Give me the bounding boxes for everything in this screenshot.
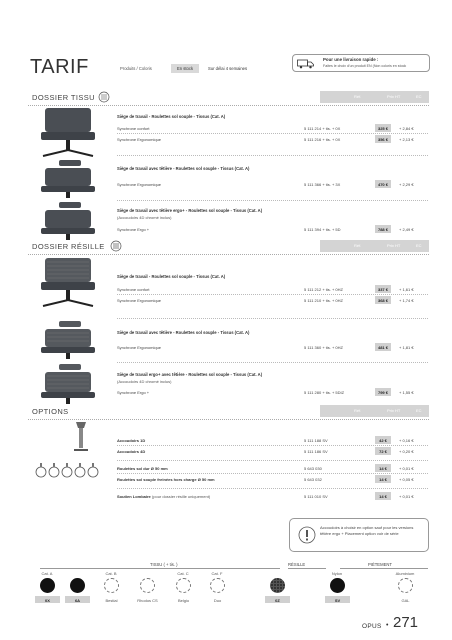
price-row	[117, 225, 428, 234]
mesh-icon	[110, 240, 122, 252]
row-price: 470 €	[375, 180, 391, 188]
section-header-options	[28, 405, 429, 417]
option-label: Accoudoirs 4D	[117, 449, 146, 454]
option-note: (pour dossier résille uniquement)	[151, 494, 211, 499]
info-icon	[298, 526, 316, 544]
row-ref: 5 111 360 + tis. + 0HZ	[304, 345, 343, 350]
section-header-resille	[28, 240, 429, 252]
swatch-group-resille: RÉSILLE	[288, 562, 306, 567]
row-ref: 5 111 216 + tis. + 0X	[304, 137, 341, 142]
option-label: Accoudoirs 1D	[117, 438, 146, 443]
swatch-code: GAL	[401, 597, 410, 603]
row-label: Synchrone Ergonomique	[117, 298, 162, 303]
chair-image	[37, 160, 103, 198]
row-ref: 5 111 280 + tis. + 5DIZ	[304, 390, 345, 395]
price-row	[117, 285, 428, 294]
swatch-code: SV	[325, 596, 350, 603]
col-ref: Réf.	[354, 408, 362, 413]
swatch-code: 0Z	[265, 596, 290, 603]
swatch-category: Cat. A	[41, 571, 53, 576]
casters-image	[34, 462, 100, 480]
page-header	[28, 54, 428, 78]
row-ref: 5 111 210 + tis. + 0HZ	[304, 298, 343, 303]
row-price: 788 €	[375, 225, 391, 233]
option-row	[117, 475, 428, 484]
price-row	[117, 343, 428, 352]
option-eco: + 0,05 €	[399, 477, 414, 482]
row-label: Synchrone Ergonomique	[117, 182, 162, 187]
option-label: Roulettes sol dur Ø 50 mm	[117, 466, 168, 471]
col-price: Prix HT	[387, 94, 401, 99]
row-price: 368 €	[375, 296, 391, 304]
option-ref: 5 111 186 SV	[304, 449, 328, 454]
option-price: 72 €	[375, 447, 391, 455]
price-row	[117, 180, 428, 189]
row-label: Synchrone Ergonomique	[117, 137, 162, 142]
col-price: Prix HT	[387, 243, 401, 248]
product-subtitle: (Accoudoirs 4D chromé inclus)	[117, 215, 172, 220]
option-price: 42 €	[375, 436, 391, 444]
option-price: 14 €	[375, 492, 391, 500]
option-eco: + 0,01 €	[399, 494, 414, 499]
option-ref: 5 111 010 SV	[304, 494, 328, 499]
chair-image	[37, 106, 103, 162]
col-ref: Réf.	[354, 243, 362, 248]
option-eco: + 0,16 €	[399, 438, 414, 443]
row-eco: + 2,13 €	[399, 137, 414, 142]
row-eco: + 2,49 €	[399, 227, 414, 232]
row-eco: + 2,84 €	[399, 126, 414, 131]
mesh-chair-image	[37, 364, 103, 404]
brand-name: OPUS	[362, 623, 382, 630]
option-ref: 5 643 030	[304, 466, 322, 471]
option-row	[117, 447, 428, 456]
row-ref: 5 111 214 + tis. + 0X	[304, 126, 341, 131]
column-headers	[320, 91, 429, 103]
color-swatch	[40, 578, 55, 593]
row-label: Synchrone confort	[117, 287, 150, 292]
row-price: 481 €	[375, 343, 391, 351]
armrest-note-box	[289, 518, 429, 552]
price-row	[117, 124, 428, 133]
section-title: DOSSIER RÉSILLE	[32, 242, 105, 251]
swatch-category: Aluminium	[395, 571, 415, 576]
column-headers	[320, 240, 429, 252]
row-label: Synchrone Ergo +	[117, 227, 150, 232]
row-price: 356 €	[375, 135, 391, 143]
fabric-icon	[98, 91, 110, 103]
color-swatch	[176, 578, 191, 593]
product-title: Siège de travail avec têtière - Roulettes sol souple - Tissus (Cat. A)	[117, 330, 250, 335]
price-row	[117, 388, 428, 397]
col-eco: EC	[416, 408, 422, 413]
row-eco: + 1,55 €	[399, 390, 414, 395]
swatch-category: Cat. C	[177, 571, 189, 576]
swatch-code: Belgio	[177, 597, 190, 603]
swatch-category: Cat. F	[211, 571, 223, 576]
fast-delivery-box	[292, 54, 430, 72]
col-ref: Réf.	[354, 94, 362, 99]
swatch-category: Cat. B	[105, 571, 117, 576]
col-eco: EC	[416, 243, 422, 248]
row-eco: + 1,74 €	[399, 298, 414, 303]
column-headers	[320, 405, 429, 417]
page-number: 271	[393, 614, 419, 631]
color-swatch	[70, 578, 85, 593]
swatch-category: Nylon	[331, 571, 343, 576]
row-eco: + 1,81 €	[399, 345, 414, 350]
swatch-group-tissu: TISSU ( + tis. )	[150, 562, 178, 567]
option-eco: + 0,20 €	[399, 449, 414, 454]
swatch-code: Duo	[213, 597, 222, 603]
option-row	[117, 436, 428, 445]
fast-delivery-title: Pour une livraison rapide :	[323, 57, 379, 62]
option-eco: + 0,01 €	[399, 466, 414, 471]
delay-text: Sur délai 4 semaines	[208, 66, 248, 71]
swatch-code: Bestial	[105, 597, 118, 603]
truck-icon	[297, 59, 315, 69]
option-row	[117, 464, 428, 473]
color-swatch	[104, 578, 119, 593]
price-row	[117, 135, 428, 144]
product-title: Siège de travail avec têtière ergo+ - Roulettes sol souple - Tissus (Cat. A)	[117, 208, 263, 213]
option-ref: 5 111 188 SV	[304, 438, 328, 443]
col-eco: EC	[416, 94, 422, 99]
section-header-tissu	[28, 91, 429, 103]
row-ref: 5 111 394 + tis. + 5D	[304, 227, 341, 232]
row-label: Synchrone confort	[117, 126, 150, 131]
row-label: Synchrone Ergo +	[117, 390, 150, 395]
section-title: DOSSIER TISSU	[32, 93, 95, 102]
color-swatch	[140, 578, 155, 593]
option-ref: 5 643 032	[304, 477, 322, 482]
color-swatch	[398, 578, 413, 593]
mesh-chair-image	[37, 256, 103, 312]
color-swatch	[210, 578, 225, 593]
row-label: Synchrone Ergonomique	[117, 345, 162, 350]
armrest-image	[70, 420, 92, 456]
option-row	[117, 492, 428, 501]
section-title: OPTIONS	[32, 407, 69, 416]
color-swatch	[330, 578, 345, 593]
swatch-group-pietement: PIÉTEMENT	[368, 562, 392, 567]
row-eco: + 1,61 €	[399, 287, 414, 292]
row-ref: 5 111 366 + tis. + 3X	[304, 182, 341, 187]
col-price: Prix HT	[387, 408, 401, 413]
product-subtitle: (Accoudoirs 4D chromé inclus)	[117, 379, 172, 384]
page-title: TARIF	[30, 56, 89, 78]
swatch-code: 0X	[35, 596, 60, 603]
swatch-code: Rhodos CS	[137, 597, 158, 603]
product-title: Siège de travail - Roulettes sol souple - Tissus (Cat. A)	[117, 114, 226, 119]
row-price: 337 €	[375, 285, 391, 293]
product-title: Siège de travail - Roulettes sol souple - Tissus (Cat. A)	[117, 274, 226, 279]
swatch-code: 6A	[65, 596, 90, 603]
color-swatch	[270, 578, 285, 593]
option-label: Roulettes sol souple freinées hors charge Ø 50 mm	[117, 477, 215, 482]
row-price: 325 €	[375, 124, 391, 132]
product-title: Siège de travail ergo+ avec têtière - Roulettes sol souple - Tissus (Cat. A)	[117, 372, 263, 377]
price-row	[117, 296, 428, 305]
product-title: Siège de travail avec têtière - Roulettes sol souple - Tissus (Cat. A)	[117, 166, 250, 171]
row-ref: 5 111 212 + tis. + 0HZ	[304, 287, 343, 292]
chair-image	[37, 202, 103, 240]
mesh-chair-image	[37, 321, 103, 359]
row-eco: + 2,29 €	[399, 182, 414, 187]
row-price: 799 €	[375, 388, 391, 396]
stock-badge: En stock	[171, 64, 199, 73]
option-price: 14 €	[375, 475, 391, 483]
fast-delivery-text: Faites le choix d'un produit EN (Non coloris en stock	[323, 64, 407, 68]
option-price: 14 €	[375, 464, 391, 472]
header-subtitle: Produits / Coloris	[120, 66, 152, 71]
option-label: Soutien Lombaire (pour dossier résille uniquement)	[117, 494, 211, 499]
note-text: Accoudoirs à choisir en option sauf pour les versions têtière ergo + Placement option voir de série	[320, 525, 414, 536]
